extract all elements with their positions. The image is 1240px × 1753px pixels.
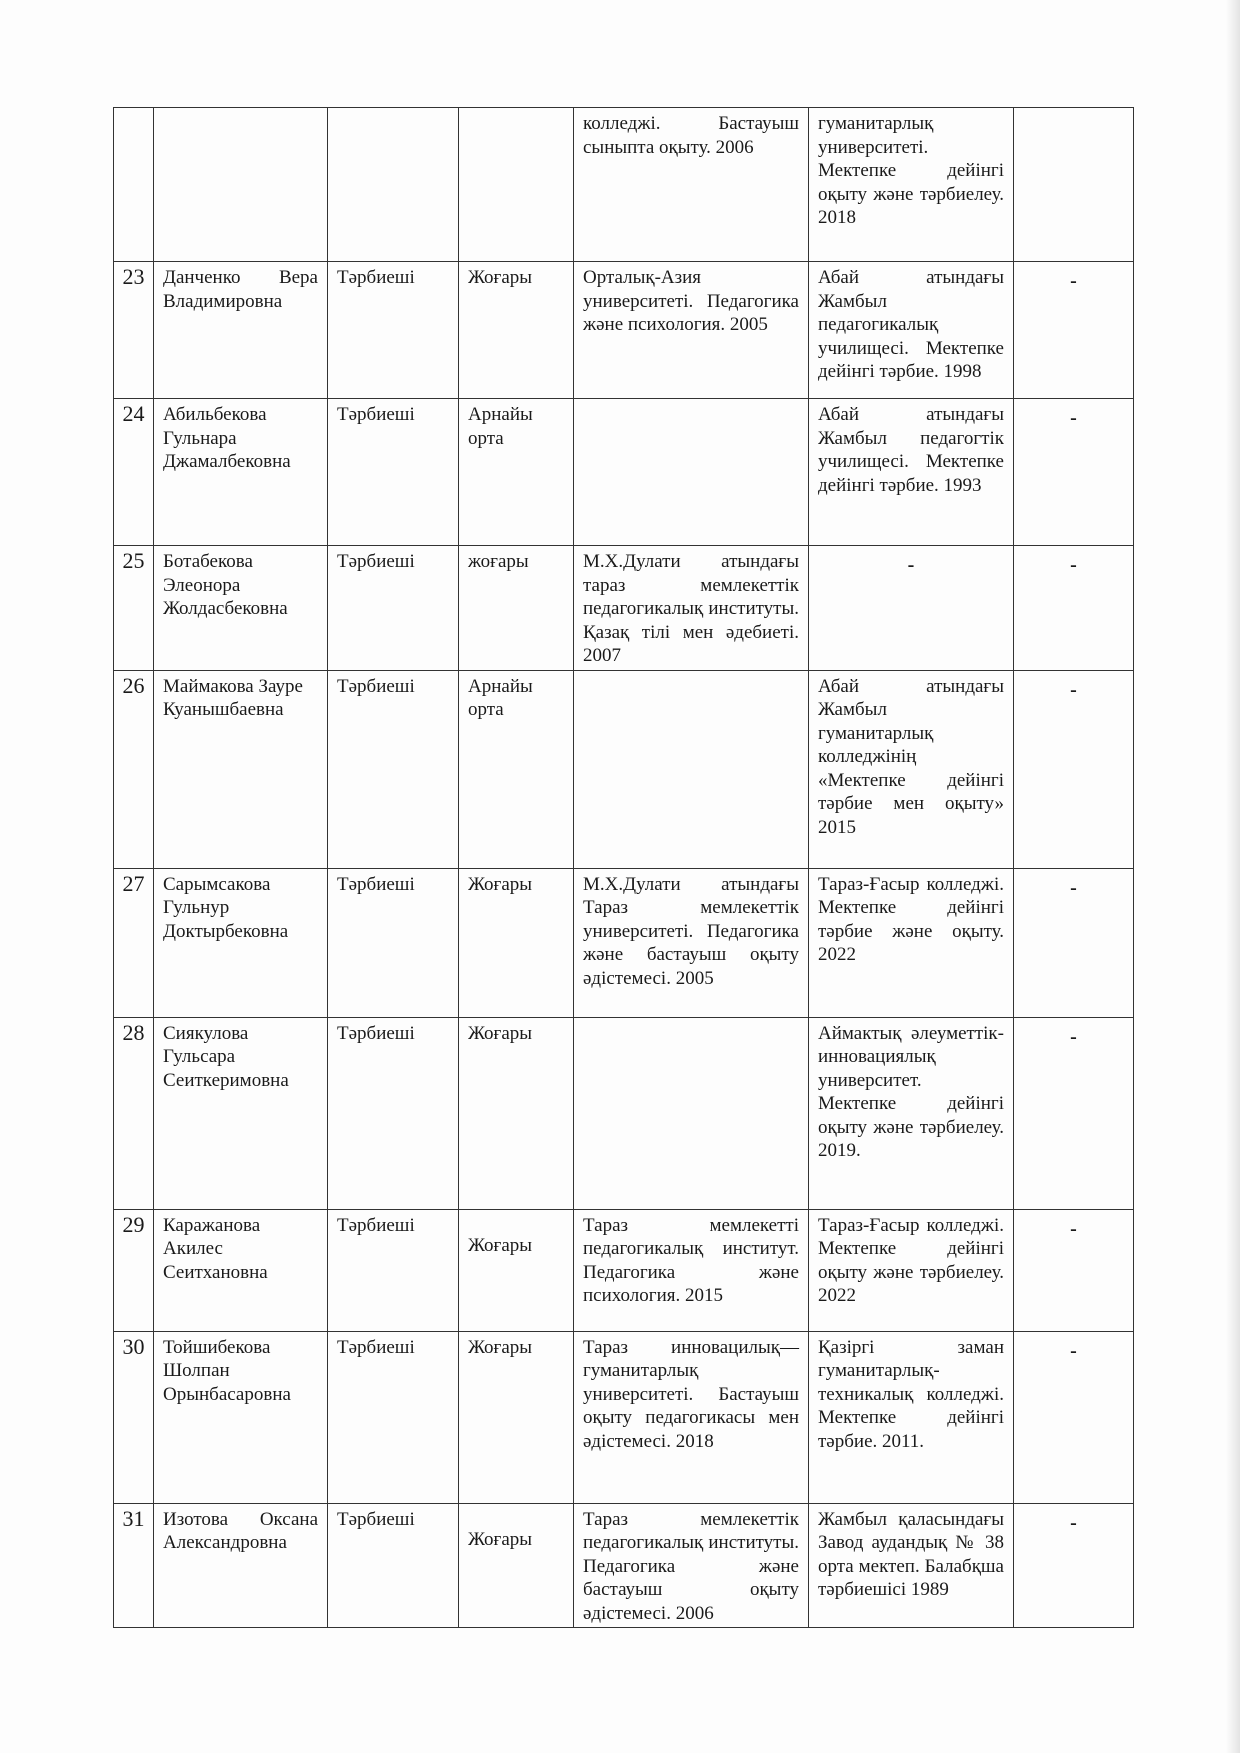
position: Тәрбиеші xyxy=(328,546,459,671)
spacer xyxy=(468,1508,564,1528)
full-name: Сиякулова Гульсара Сеиткеримовна xyxy=(154,1017,328,1209)
position: Тәрбиеші xyxy=(328,1017,459,1209)
higher-education: Тараз инновацилық—гуманитарлық университеті. Бастауыш оқыту педагогикасы мен әдістемесі. 2018 xyxy=(574,1331,809,1503)
table-row xyxy=(114,546,1134,671)
education-level xyxy=(459,1503,574,1628)
position xyxy=(328,108,459,262)
row-number: 26 xyxy=(114,670,154,868)
higher-education: М.Х.Дулати атындағы Тараз мемлекеттік университеті. Педагогика және бастауыш оқыту әдістемесі. 2005 xyxy=(574,868,809,1017)
position: Тәрбиеші xyxy=(328,262,459,399)
position: Тәрбиеші xyxy=(328,1209,459,1331)
position: Тәрбиеші xyxy=(328,399,459,546)
table-row xyxy=(114,1017,1134,1209)
extra-info: - xyxy=(1014,546,1134,671)
position: Тәрбиеші xyxy=(328,670,459,868)
spacer xyxy=(468,1214,564,1234)
position: Тәрбиеші xyxy=(328,1331,459,1503)
row-number: 27 xyxy=(114,868,154,1017)
special-education: гуманитарлық университеті. Мектепке дейінгі оқыту және тәрбиелеу. 2018 xyxy=(809,108,1014,262)
education-level: Жоғары xyxy=(459,1331,574,1503)
special-education: - xyxy=(809,546,1014,671)
full-name: Сарымсакова Гульнур Доктырбековна xyxy=(154,868,328,1017)
higher-education: Тараз мемлекеттік педагогикалық институты. Педагогика және бастауыш оқыту әдістемесі. 2006 xyxy=(574,1503,809,1628)
special-education: Аймактық әлеуметтік-инновациялық университет. Мектепке дейінгі оқыту және тәрбиелеу. 2019. xyxy=(809,1017,1014,1209)
extra-info: - xyxy=(1014,1209,1134,1331)
extra-info: - xyxy=(1014,262,1134,399)
education-level: Арнайы орта xyxy=(459,670,574,868)
full-name: Ботабекова Элеонора Жолдасбековна xyxy=(154,546,328,671)
education-level-text: Жоғары xyxy=(468,1234,533,1256)
row-number: 23 xyxy=(114,262,154,399)
special-education: Абай атындағы Жамбыл педагогтік училищесі. Мектепке дейінгі тәрбие. 1993 xyxy=(809,399,1014,546)
education-level: Арнайы орта xyxy=(459,399,574,546)
special-education: Жамбыл қаласындағы Завод аудандық № 38 орта мектеп. Балабқша тәрбиешісі 1989 xyxy=(809,1503,1014,1628)
special-education: Абай атындағы Жамбыл гуманитарлық колледжінің «Мектепке дейінгі тәрбие мен оқыту» 2015 xyxy=(809,670,1014,868)
education-level: Жоғары xyxy=(459,262,574,399)
table-row xyxy=(114,1209,1134,1331)
row-number xyxy=(114,108,154,262)
row-number: 30 xyxy=(114,1331,154,1503)
higher-education: Орталық-Азия университеті. Педагогика және психология. 2005 xyxy=(574,262,809,399)
full-name xyxy=(154,108,328,262)
full-name: Данченко Вера Владимировна xyxy=(154,262,328,399)
row-number: 24 xyxy=(114,399,154,546)
higher-education: колледжі. Бастауыш сыныпта оқыту. 2006 xyxy=(574,108,809,262)
row-number: 28 xyxy=(114,1017,154,1209)
table-row xyxy=(114,1503,1134,1628)
higher-education: Тараз мемлекетті педагогикалық институт. Педагогика және психология. 2015 xyxy=(574,1209,809,1331)
row-number: 31 xyxy=(114,1503,154,1628)
education-level xyxy=(459,1209,574,1331)
full-name: Маймакова Зауре Куанышбаевна xyxy=(154,670,328,868)
table-row xyxy=(114,108,1134,262)
special-education: Абай атындағы Жамбыл педагогикалық училищесі. Мектепке дейінгі тәрбие. 1998 xyxy=(809,262,1014,399)
full-name: Каражанова Акилес Сеитхановна xyxy=(154,1209,328,1331)
higher-education: М.Х.Дулати атындағы тараз мемлекеттік педагогикалық институты. Қазақ тілі мен әдебиеті. 2007 xyxy=(574,546,809,671)
special-education: Қазіргі заман гуманитарлық-техникалық колледжі. Мектепке дейінгі тәрбие. 2011. xyxy=(809,1331,1014,1503)
special-education: Тараз-Ғасыр колледжі. Мектепке дейінгі оқыту және тәрбиелеу. 2022 xyxy=(809,1209,1014,1331)
extra-info: - xyxy=(1014,868,1134,1017)
education-level: Жоғары xyxy=(459,1017,574,1209)
special-education: Тараз-Ғасыр колледжі. Мектепке дейінгі тәрбие және оқыту. 2022 xyxy=(809,868,1014,1017)
position: Тәрбиеші xyxy=(328,868,459,1017)
higher-education xyxy=(574,1017,809,1209)
scan-edge-shadow xyxy=(1226,0,1240,1753)
higher-education xyxy=(574,399,809,546)
full-name: Изотова Оксана Александровна xyxy=(154,1503,328,1628)
table-row xyxy=(114,1331,1134,1503)
staff-table xyxy=(113,107,1134,1628)
row-number: 29 xyxy=(114,1209,154,1331)
row-number: 25 xyxy=(114,546,154,671)
table-row xyxy=(114,670,1134,868)
full-name: Абильбекова Гульнара Джамалбековна xyxy=(154,399,328,546)
extra-info: - xyxy=(1014,670,1134,868)
education-level-text: Жоғары xyxy=(468,1528,533,1550)
education-level xyxy=(459,108,574,262)
table-row xyxy=(114,262,1134,399)
extra-info xyxy=(1014,108,1134,262)
position: Тәрбиеші xyxy=(328,1503,459,1628)
extra-info: - xyxy=(1014,1503,1134,1628)
extra-info: - xyxy=(1014,1017,1134,1209)
education-level: Жоғары xyxy=(459,868,574,1017)
extra-info: - xyxy=(1014,1331,1134,1503)
extra-info: - xyxy=(1014,399,1134,546)
table-row xyxy=(114,868,1134,1017)
table-row xyxy=(114,399,1134,546)
full-name: Тойшибекова Шолпан Орынбасаровна xyxy=(154,1331,328,1503)
education-level: жоғары xyxy=(459,546,574,671)
higher-education xyxy=(574,670,809,868)
